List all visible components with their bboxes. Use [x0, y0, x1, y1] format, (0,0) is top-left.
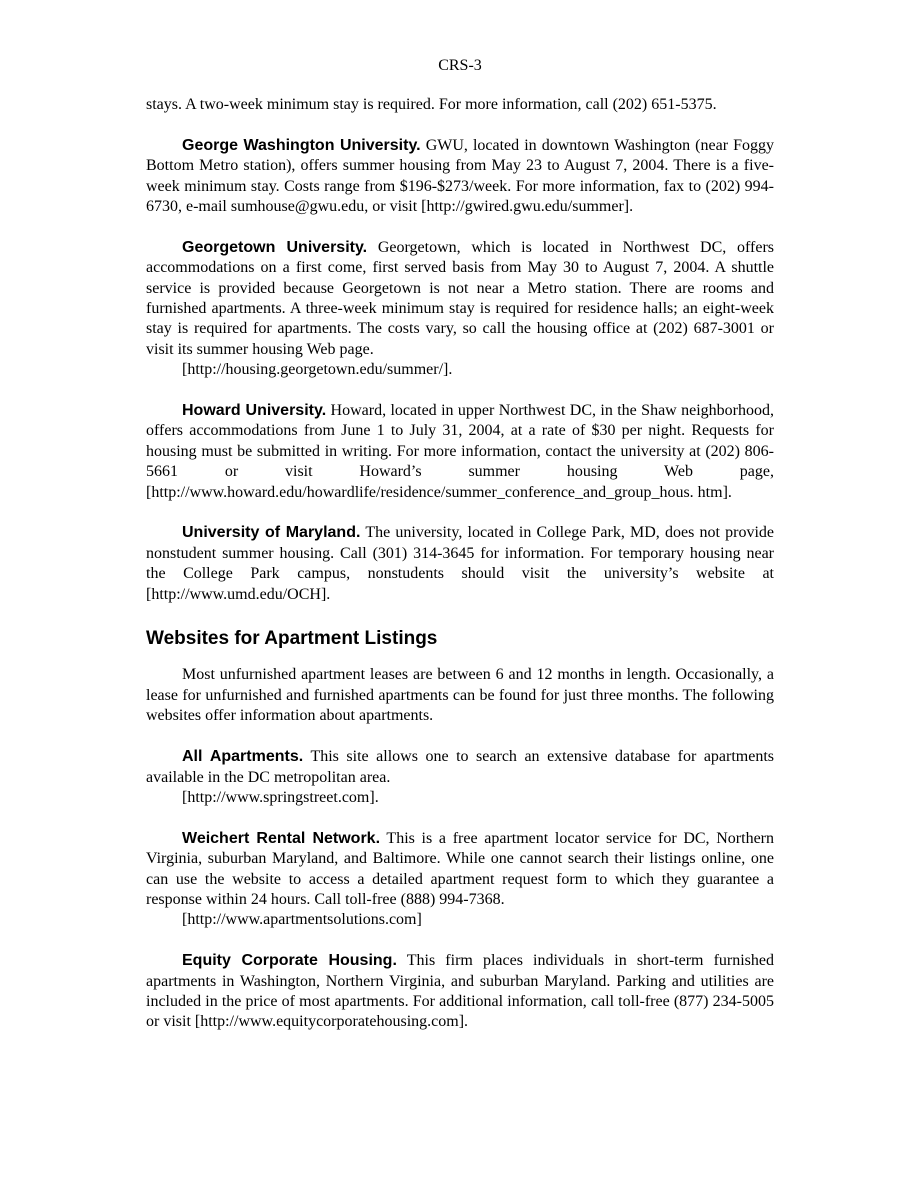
- all-apartments-title: All Apartments.: [182, 748, 304, 766]
- spacer: [146, 503, 774, 523]
- section-intro: Most unfurnished apartment leases are between 6 and 12 months in length. Occasionally, a lease for unfurnished and furnished apartments can be found for just three months. The following websites offer information about apartments.: [146, 666, 774, 725]
- all-apartments-url: [http://www.springstreet.com].: [182, 788, 379, 806]
- all-apartments-entry: [146, 747, 774, 808]
- gwu-entry: [146, 136, 774, 218]
- page-number: CRS-3: [438, 57, 482, 74]
- howard-text: Howard, located in upper Northwest DC, in the Shaw neighborhood, offers accommodations from June 1 to July 31, 2004, at a rate of $30 per night. Requests for housing must be submitted in writing. For more information, contact the university at (202) 806-5661 or visit Howard’s summer housing Web page, [http://www.howard.edu/howardlife/residence/summer_conference_and_group_hous. htm].: [146, 402, 775, 501]
- equity-title: Equity Corporate Housing.: [182, 952, 397, 970]
- page-content: [146, 95, 774, 1033]
- all-apartments-text: This site allows one to search an extensive database for apartments available in the DC metropolitan area.: [146, 748, 775, 786]
- spacer: [146, 931, 774, 951]
- weichert-title: Weichert Rental Network.: [182, 829, 381, 847]
- howard-entry: [146, 401, 774, 503]
- equity-entry: [146, 951, 774, 1033]
- howard-title: Howard University.: [182, 402, 327, 420]
- georgetown-url: [http://housing.georgetown.edu/summer/].: [182, 361, 453, 379]
- intro-paragraph: stays. A two-week minimum stay is required. For more information, call (202) 651-5375.: [146, 96, 717, 113]
- georgetown-text: Georgetown, which is located in Northwest DC, offers accommodations on a first come, first served basis from May 30 to August 7, 2004. A shuttle service is provided because Georgetown is not near a Metro station. There are rooms and furnished apartments. A three-week minimum stay is required for residence halls; an eight-week stay is required for apartments. The costs vary, so call the housing office at (202) 687-3001 or visit its summer housing Web page.: [146, 238, 774, 358]
- gwu-title: George Washington University.: [182, 136, 421, 154]
- georgetown-entry: [146, 238, 774, 381]
- spacer: [146, 727, 774, 747]
- umd-entry: [146, 523, 774, 605]
- spacer: [146, 217, 774, 237]
- spacer: [146, 115, 774, 135]
- weichert-text: This is a free apartment locator service for DC, Northern Virginia, suburban Maryland, and Baltimore. While one cannot search their listings online, one can use the website to access a detailed apartment request form to which they guarantee a response within 24 hours. Call toll-free (888) 994-7368.: [146, 829, 774, 908]
- gwu-text: GWU, located in downtown Washington (near Foggy Bottom Metro station), offers summer housing from May 23 to August 7, 2004. There is a five-week minimum stay. Costs range from $196-$273/week. For more information, fax to (202) 994-6730, e-mail sumhouse@gwu.edu, or visit [http://gwired.gwu.edu/summer].: [146, 136, 774, 216]
- section-heading: Websites for Apartment Listings: [146, 628, 438, 650]
- weichert-entry: [146, 829, 774, 931]
- georgetown-title: Georgetown University.: [182, 238, 368, 256]
- spacer: [146, 381, 774, 401]
- spacer: [146, 605, 774, 625]
- equity-text: This firm places individuals in short-term furnished apartments in Washington, Northern Virginia, and suburban Maryland. Parking and utilities are included in the price of most apartments. For additional information, call toll-free (877) 234-5005 or visit [http://www.equitycorporatehousing.com].: [146, 952, 775, 1031]
- umd-text: The university, located in College Park, MD, does not provide nonstudent summer housing. Call (301) 314-3645 for information. For temporary housing near the College Park campus, nonstudents should visit the university’s website at [http://www.umd.edu/OCH].: [146, 524, 774, 603]
- weichert-url: [http://www.apartmentsolutions.com]: [182, 911, 422, 929]
- umd-title: University of Maryland.: [182, 524, 361, 542]
- spacer: [146, 808, 774, 828]
